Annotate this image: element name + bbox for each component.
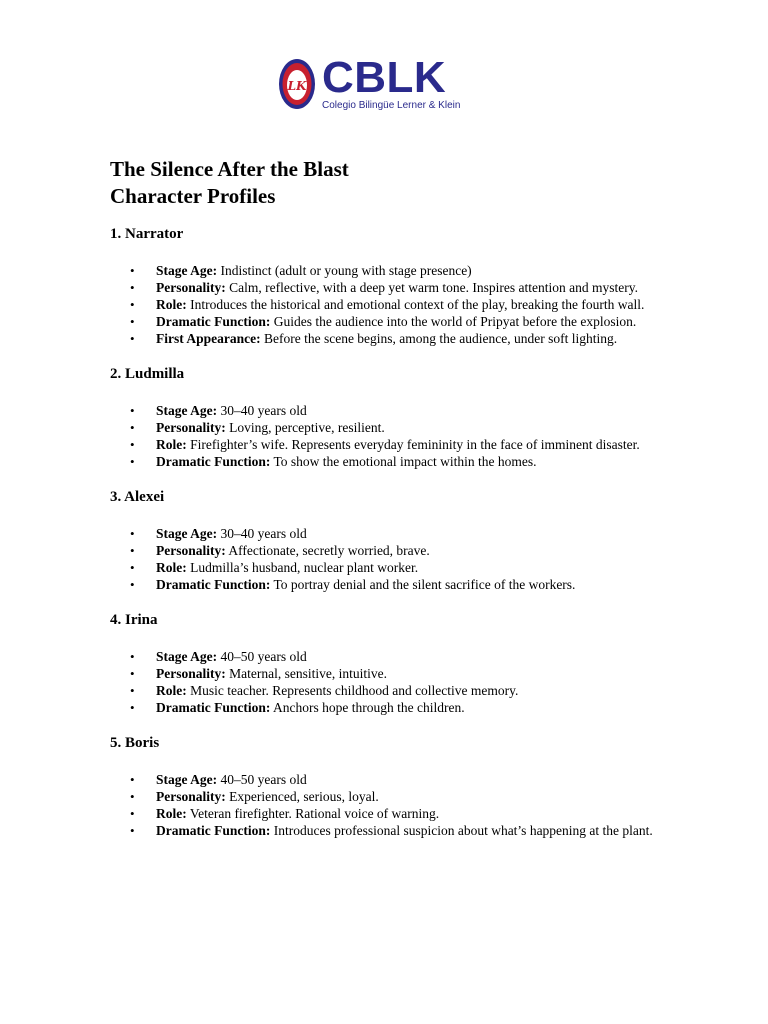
- attribute-label: Role:: [156, 297, 187, 312]
- attribute-item: [110, 771, 670, 788]
- bullet-icon: •: [130, 297, 135, 312]
- character-heading: 1. Narrator: [110, 226, 184, 242]
- attribute-label: Stage Age:: [156, 526, 218, 541]
- title-line-2: Character Profiles: [110, 184, 276, 208]
- attribute-value: To portray denial and the silent sacrifice of the workers.: [270, 577, 576, 592]
- school-seal-icon: [278, 58, 316, 110]
- attribute-label: Personality:: [156, 280, 226, 295]
- bullet-icon: •: [130, 789, 135, 804]
- bullet-icon: •: [130, 666, 135, 681]
- attribute-value: Affectionate, secretly worried, brave.: [225, 543, 430, 558]
- bullet-icon: •: [130, 543, 135, 558]
- attribute-value: Experienced, serious, loyal.: [225, 789, 379, 804]
- school-logo: [278, 53, 478, 114]
- attribute-label: Role:: [156, 683, 187, 698]
- logo-brand-text: CBLK: [322, 53, 447, 102]
- attribute-value: 30–40 years old: [217, 403, 307, 418]
- svg-text:LK: LK: [287, 79, 307, 93]
- attribute-label: Personality:: [156, 666, 226, 681]
- character-attribute-list: [110, 771, 670, 839]
- attribute-item: [110, 788, 670, 805]
- character-attribute-list: [110, 525, 670, 593]
- attribute-item: [110, 436, 670, 453]
- bullet-icon: •: [130, 772, 135, 787]
- attribute-label: Dramatic Function:: [156, 314, 271, 329]
- attribute-value: Introduces the historical and emotional context of the play, breaking the fourth wall.: [186, 297, 645, 312]
- attribute-value: Music teacher. Represents childhood and collective memory.: [186, 683, 519, 698]
- bullet-icon: •: [130, 437, 135, 452]
- attribute-label: Dramatic Function:: [156, 454, 271, 469]
- attribute-value: Introduces professional suspicion about what’s happening at the plant.: [270, 823, 653, 838]
- attribute-label: Role:: [156, 806, 187, 821]
- attribute-value: 40–50 years old: [217, 649, 307, 664]
- attribute-item: [110, 648, 670, 665]
- bullet-icon: •: [130, 454, 135, 469]
- bullet-icon: •: [130, 683, 135, 698]
- character-heading: 4. Irina: [110, 612, 158, 628]
- attribute-label: Stage Age:: [156, 403, 218, 418]
- bullet-icon: •: [130, 560, 135, 575]
- attribute-item: [110, 576, 670, 593]
- character-profiles: [110, 224, 670, 856]
- attribute-item: [110, 279, 670, 296]
- attribute-item: [110, 402, 670, 419]
- attribute-label: First Appearance:: [156, 331, 261, 346]
- attribute-value: Calm, reflective, with a deep yet warm tone. Inspires attention and mystery.: [225, 280, 638, 295]
- attribute-value: Maternal, sensitive, intuitive.: [225, 666, 387, 681]
- bullet-icon: •: [130, 263, 135, 278]
- attribute-label: Dramatic Function:: [156, 577, 271, 592]
- character-heading: 5. Boris: [110, 735, 160, 751]
- attribute-item: [110, 313, 670, 330]
- attribute-value: Anchors hope through the children.: [270, 700, 465, 715]
- attribute-label: Stage Age:: [156, 772, 218, 787]
- attribute-item: [110, 330, 670, 347]
- bullet-icon: •: [130, 806, 135, 821]
- bullet-icon: •: [130, 331, 135, 346]
- attribute-item: [110, 419, 670, 436]
- attribute-label: Personality:: [156, 420, 226, 435]
- attribute-value: Veteran firefighter. Rational voice of warning.: [186, 806, 440, 821]
- attribute-item: [110, 525, 670, 542]
- character-heading: 2. Ludmilla: [110, 366, 185, 382]
- bullet-icon: •: [130, 280, 135, 295]
- attribute-item: [110, 665, 670, 682]
- attribute-value: To show the emotional impact within the homes.: [270, 454, 537, 469]
- attribute-item: [110, 822, 670, 839]
- attribute-label: Role:: [156, 437, 187, 452]
- attribute-label: Personality:: [156, 543, 226, 558]
- document-title: [110, 156, 349, 210]
- attribute-item: [110, 805, 670, 822]
- attribute-value: Firefighter’s wife. Represents everyday femininity in the face of imminent disaster.: [186, 437, 640, 452]
- attribute-item: [110, 559, 670, 576]
- character-heading: 3. Alexei: [110, 489, 165, 505]
- bullet-icon: •: [130, 577, 135, 592]
- bullet-icon: •: [130, 314, 135, 329]
- attribute-label: Personality:: [156, 789, 226, 804]
- bullet-icon: •: [130, 403, 135, 418]
- logo-wordmark: [322, 53, 461, 111]
- attribute-label: Dramatic Function:: [156, 823, 271, 838]
- character-attribute-list: [110, 648, 670, 716]
- title-line-1: The Silence After the Blast: [110, 157, 349, 181]
- attribute-value: 30–40 years old: [217, 526, 307, 541]
- bullet-icon: •: [130, 649, 135, 664]
- attribute-value: Before the scene begins, among the audience, under soft lighting.: [260, 331, 618, 346]
- attribute-value: Loving, perceptive, resilient.: [225, 420, 385, 435]
- bullet-icon: •: [130, 420, 135, 435]
- attribute-value: Ludmilla’s husband, nuclear plant worker.: [186, 560, 419, 575]
- bullet-icon: •: [130, 526, 135, 541]
- character-attribute-list: [110, 402, 670, 470]
- bullet-icon: •: [130, 823, 135, 838]
- attribute-item: [110, 453, 670, 470]
- attribute-label: Stage Age:: [156, 263, 218, 278]
- attribute-value: 40–50 years old: [217, 772, 307, 787]
- bullet-icon: •: [130, 700, 135, 715]
- character-attribute-list: [110, 262, 670, 347]
- attribute-value: Indistinct (adult or young with stage presence): [217, 263, 472, 278]
- attribute-label: Role:: [156, 560, 187, 575]
- attribute-item: [110, 542, 670, 559]
- attribute-item: [110, 682, 670, 699]
- attribute-item: [110, 699, 670, 716]
- attribute-label: Dramatic Function:: [156, 700, 271, 715]
- attribute-label: Stage Age:: [156, 649, 218, 664]
- attribute-item: [110, 262, 670, 279]
- attribute-item: [110, 296, 670, 313]
- attribute-value: Guides the audience into the world of Pripyat before the explosion.: [270, 314, 637, 329]
- logo-subtitle: Colegio Bilingüe Lerner & Klein: [322, 100, 461, 111]
